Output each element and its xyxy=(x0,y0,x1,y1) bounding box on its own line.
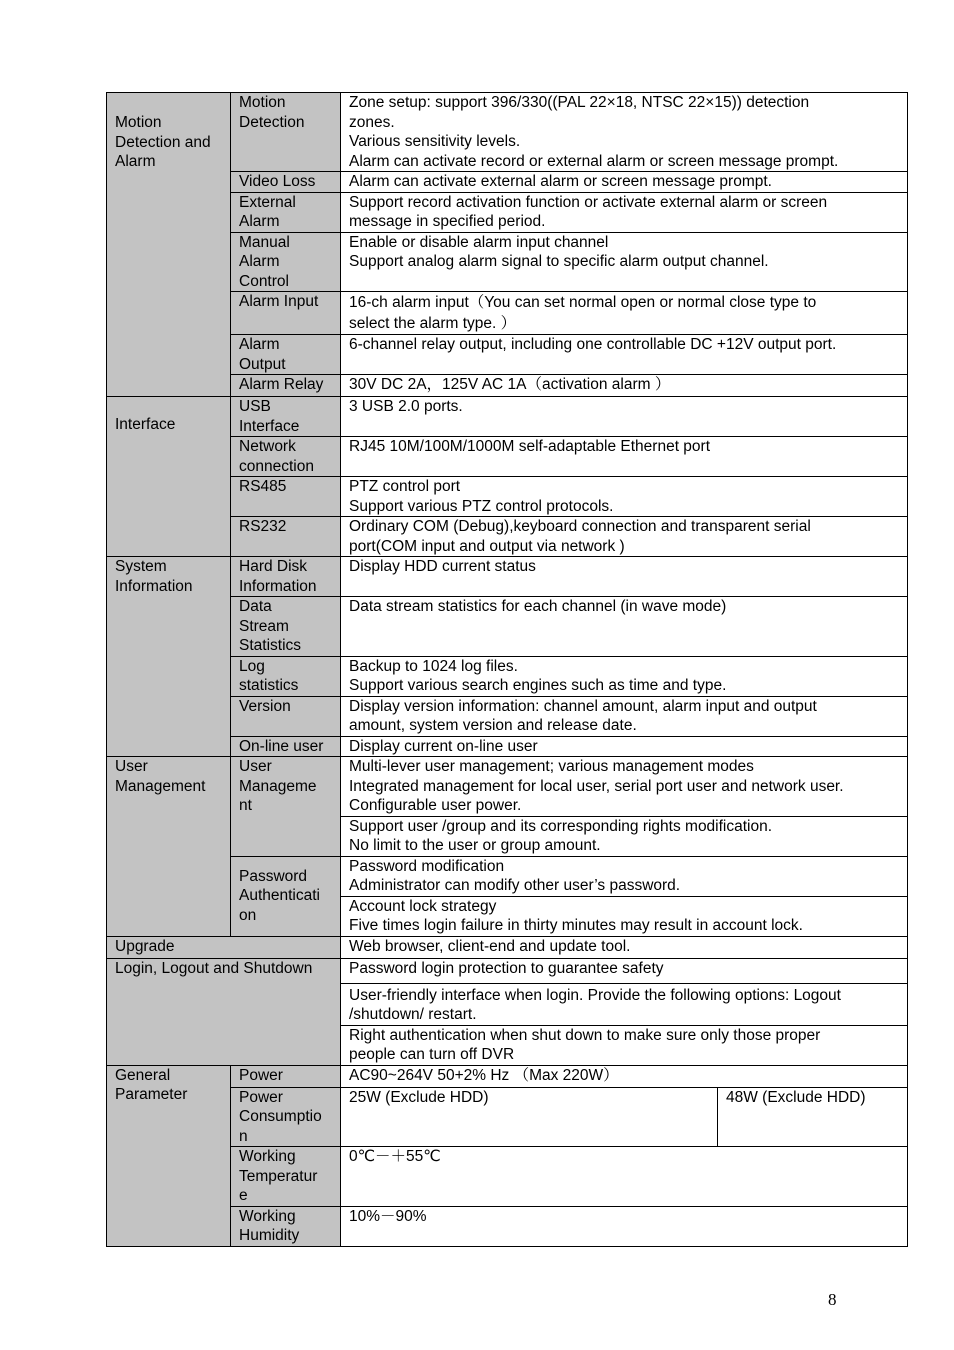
category-upgrade-cell: Upgrade xyxy=(107,936,341,958)
item-name: Version xyxy=(231,696,341,736)
item-name: Power xyxy=(231,1065,341,1087)
item-desc: Enable or disable alarm input channel Support analog alarm signal to specific alarm output channel. xyxy=(341,232,908,292)
item-desc: Account lock strategy Five times login failure in thirty minutes may result in account lock. xyxy=(341,896,908,936)
item-desc: PTZ control port Support various PTZ control protocols. xyxy=(341,477,908,517)
item-desc: Alarm can activate external alarm or screen message prompt. xyxy=(341,172,908,193)
spec-table xyxy=(106,92,908,1247)
item-name: Data Stream Statistics xyxy=(231,597,341,657)
item-desc: Password modification Administrator can modify other user’s password. xyxy=(341,856,908,896)
item-name: Alarm Output xyxy=(231,335,341,375)
item-desc: 0℃－＋55℃ xyxy=(341,1147,908,1207)
category-label: User Management xyxy=(115,758,206,795)
item-desc: 3 USB 2.0 ports. xyxy=(341,397,908,437)
item-desc: Right authentication when shut down to make sure only those proper people can turn off DVR xyxy=(341,1025,908,1065)
item-desc: Display HDD current status xyxy=(341,557,908,597)
item-name: External Alarm xyxy=(231,192,341,232)
item-desc: Display version information: channel amount, alarm input and output amount, system version and release date. xyxy=(341,696,908,736)
item-desc: 30V DC 2A，125V AC 1A（activation alarm ） xyxy=(341,375,908,397)
item-name: USB Interface xyxy=(231,397,341,437)
category-label: System Information xyxy=(115,558,193,595)
item-name: Alarm Input xyxy=(231,292,341,335)
item-name: Password Authenticati on xyxy=(231,856,341,936)
item-desc: User-friendly interface when login. Provide the following options: Logout /shutdown/ restart. xyxy=(341,983,908,1025)
category-user-cell xyxy=(107,757,231,937)
item-name: Log statistics xyxy=(231,656,341,696)
item-name: Manual Alarm Control xyxy=(231,232,341,292)
item-desc: 48W (Exclude HDD) xyxy=(718,1087,908,1147)
item-name: Working Humidity xyxy=(231,1206,341,1246)
item-name: Motion Detection xyxy=(231,93,341,172)
table-row xyxy=(107,93,908,172)
item-desc: Display current on-line user xyxy=(341,736,908,757)
category-interface-cell xyxy=(107,397,231,557)
item-desc: 25W (Exclude HDD) xyxy=(341,1087,718,1147)
item-desc: Zone setup: support 396/330((PAL 22×18, NTSC 22×15)) detection zones. Various sensitivity levels. Alarm can activate record or external alarm or screen message prompt. xyxy=(341,93,908,172)
item-name: Hard Disk Information xyxy=(231,557,341,597)
table-row xyxy=(107,757,908,817)
page-number: 8 xyxy=(828,1290,837,1309)
table-row xyxy=(107,557,908,597)
item-name: User Manageme nt xyxy=(231,757,341,857)
item-desc: Password login protection to guarantee safety xyxy=(341,958,908,983)
item-desc: RJ45 10M/100M/1000M self-adaptable Ethernet port xyxy=(341,437,908,477)
item-desc: Web browser, client-end and update tool. xyxy=(341,936,908,958)
category-label: Motion Detection and Alarm xyxy=(115,114,211,170)
category-label: Interface xyxy=(115,416,176,433)
item-desc: 6-channel relay output, including one controllable DC +12V output port. xyxy=(341,335,908,375)
item-name: Working Temperatur e xyxy=(231,1147,341,1207)
item-desc: 10%－90% xyxy=(341,1206,908,1246)
category-login-cell: Login, Logout and Shutdown xyxy=(107,958,341,1065)
category-system-cell xyxy=(107,557,231,757)
category-general-cell: General Parameter xyxy=(107,1065,231,1246)
item-desc: Multi-lever user management; various management modes Integrated management for local user, serial port user and network user. Configurable user power. xyxy=(341,757,908,817)
item-desc: AC90~264V 50+2% Hz （Max 220W） xyxy=(341,1065,908,1087)
item-desc: Ordinary COM (Debug),keyboard connection and transparent serial port(COM input and output via network ) xyxy=(341,517,908,557)
item-desc: Data stream statistics for each channel (in wave mode) xyxy=(341,597,908,657)
item-desc: Support record activation function or activate external alarm or screen message in specified period. xyxy=(341,192,908,232)
item-name: RS232 xyxy=(231,517,341,557)
table-row xyxy=(107,1065,908,1087)
item-name: Alarm Relay xyxy=(231,375,341,397)
table-row xyxy=(107,958,908,983)
item-name: Power Consumptio n xyxy=(231,1087,341,1147)
table-row xyxy=(107,936,908,958)
item-desc: Backup to 1024 log files. Support various search engines such as time and type. xyxy=(341,656,908,696)
item-desc: Support user /group and its corresponding rights modification. No limit to the user or group amount. xyxy=(341,816,908,856)
item-desc: 16-ch alarm input（You can set normal open or normal close type to select the alarm type. ） xyxy=(341,292,908,335)
item-name: RS485 xyxy=(231,477,341,517)
category-motion-cell xyxy=(107,93,231,397)
item-name: Video Loss xyxy=(231,172,341,193)
item-name: On-line user xyxy=(231,736,341,757)
table-row xyxy=(107,397,908,437)
item-name: Network connection xyxy=(231,437,341,477)
